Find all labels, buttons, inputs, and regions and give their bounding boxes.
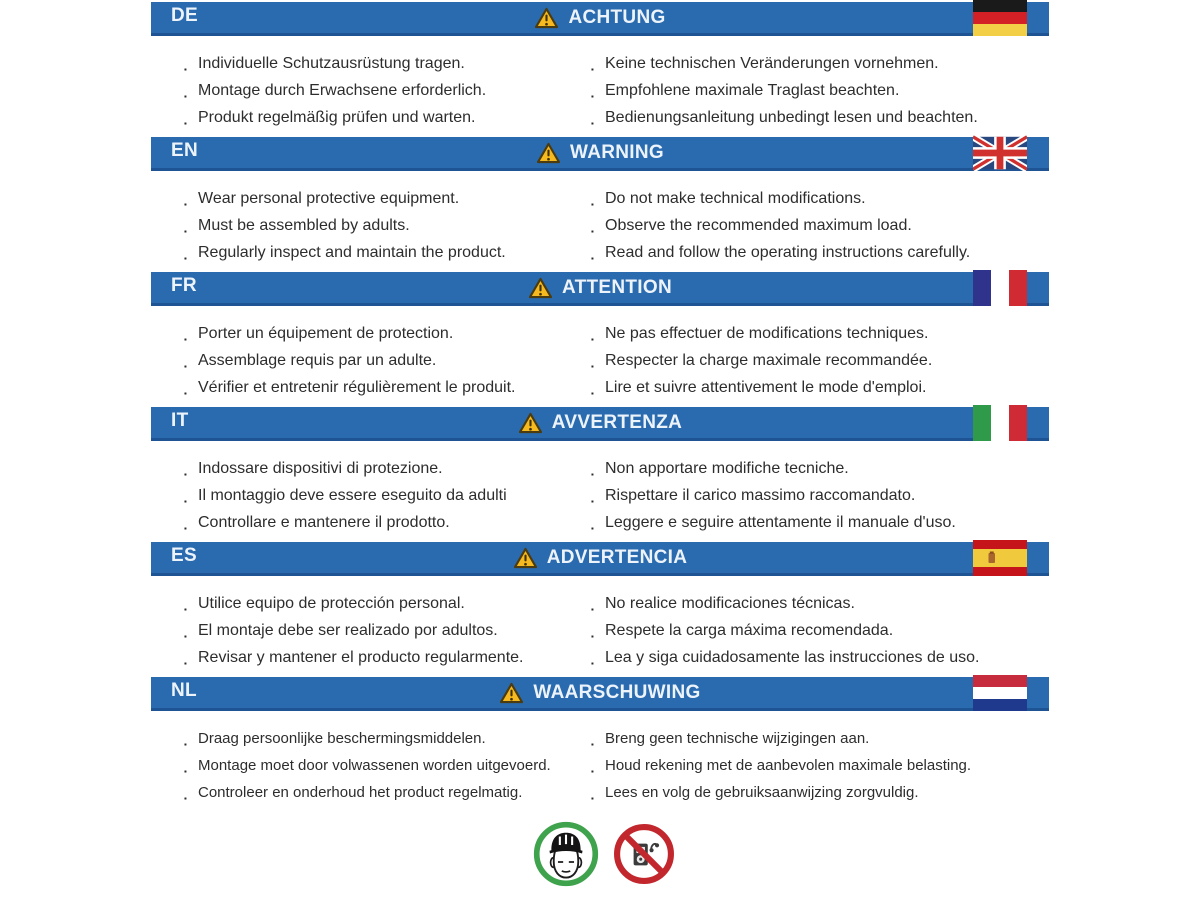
language-code: FR [171, 275, 197, 296]
germany-flag-icon [973, 0, 1027, 36]
safety-pictograms [151, 820, 1049, 888]
bullet-item: ▪ Regularly inspect and maintain the product. [184, 242, 591, 269]
section-bullets [151, 306, 1049, 404]
france-flag-icon [973, 269, 1027, 306]
section-header-bar [151, 137, 1049, 171]
language-code: ES [171, 545, 197, 566]
section-bullets [151, 576, 1049, 674]
language-code: IT [171, 410, 189, 431]
section-header-bar [151, 407, 1049, 441]
united-kingdom-flag-icon [973, 134, 1027, 171]
bullet-item: ▪ Revisar y mantener el producto regularmente. [184, 647, 591, 674]
section-bullets [151, 441, 1049, 539]
bullet-column-left [184, 323, 591, 404]
language-code: DE [171, 5, 198, 26]
bullet-item: ▪ Lees en volg de gebruiksaanwijzing zorgvuldig. [591, 782, 1039, 809]
section-header-bar [151, 542, 1049, 576]
spain-flag-icon [973, 539, 1027, 576]
section-title-group [534, 7, 665, 29]
bullet-column-left [184, 188, 591, 269]
section-header-bar [151, 2, 1049, 36]
bullet-item: ▪ El montaje debe ser realizado por adultos. [184, 620, 591, 647]
bullet-item: ▪ Houd rekening met de aanbevolen maximale belasting. [591, 755, 1039, 782]
bullet-item: ▪ Must be assembled by adults. [184, 215, 591, 242]
section-title-group [518, 412, 682, 434]
warning-section-it [151, 407, 1049, 542]
warning-section-en [151, 137, 1049, 272]
bullet-item: ▪ Rispettare il carico massimo raccomandato. [591, 485, 1039, 512]
bullet-item: ▪ Bedienungsanleitung unbedingt lesen und beachten. [591, 107, 1039, 134]
bullet-item: ▪ Lea y siga cuidadosamente las instrucciones de uso. [591, 647, 1039, 674]
bullet-item: ▪ Montage moet door volwassenen worden uitgevoerd. [184, 755, 591, 782]
section-title-group [536, 142, 664, 164]
section-title: ADVERTENCIA [546, 546, 688, 568]
bullet-column-right [591, 323, 1039, 404]
warning-triangle-icon [518, 412, 543, 434]
italy-flag-icon [973, 404, 1027, 441]
bullet-item: ▪ Utilice equipo de protección personal. [184, 593, 591, 620]
bullet-item: ▪ Do not make technical modifications. [591, 188, 1039, 215]
bullet-item: ▪ Wear personal protective equipment. [184, 188, 591, 215]
warning-section-de [151, 2, 1049, 137]
netherlands-flag-icon [973, 674, 1027, 711]
bullet-item: ▪ Ne pas effectuer de modifications techniques. [591, 323, 1039, 350]
section-title-group [513, 547, 688, 569]
warning-triangle-icon [534, 7, 559, 29]
section-bullets [151, 171, 1049, 269]
section-title-group [499, 682, 700, 704]
warning-triangle-icon [499, 682, 524, 704]
section-header-bar [151, 677, 1049, 711]
bullet-column-left [184, 458, 591, 539]
bullet-item: ▪ Keine technischen Veränderungen vornehmen. [591, 53, 1039, 80]
language-code: NL [171, 680, 197, 701]
bullet-item: ▪ Individuelle Schutzausrüstung tragen. [184, 53, 591, 80]
bullet-item: ▪ Controleer en onderhoud het product regelmatig. [184, 782, 591, 809]
bullet-column-right [591, 188, 1039, 269]
bullet-item: ▪ Vérifier et entretenir régulièrement le produit. [184, 377, 591, 404]
section-bullets [151, 36, 1049, 134]
language-code: EN [171, 140, 198, 161]
section-title: ACHTUNG [568, 6, 666, 28]
bullet-item: ▪ Indossare dispositivi di protezione. [184, 458, 591, 485]
warning-triangle-icon [536, 142, 561, 164]
section-bullets [151, 711, 1049, 809]
section-title: ATTENTION [561, 276, 672, 298]
bullet-column-right [591, 593, 1039, 674]
section-title: AVVERTENZA [551, 411, 683, 433]
bullet-item: ▪ Read and follow the operating instructions carefully. [591, 242, 1039, 269]
bullet-item: ▪ Lire et suivre attentivement le mode d'emploi. [591, 377, 1039, 404]
bullet-item: ▪ Il montaggio deve essere eseguito da adulti [184, 485, 591, 512]
no-portable-audio-prohibited-icon [610, 820, 678, 888]
section-title-group [528, 277, 672, 299]
bullet-column-left [184, 593, 591, 674]
section-header-bar [151, 272, 1049, 306]
bullet-item: ▪ Assemblage requis par un adulte. [184, 350, 591, 377]
warning-section-nl [151, 677, 1049, 812]
bullet-item: ▪ Empfohlene maximale Traglast beachten. [591, 80, 1039, 107]
bullet-item: ▪ Leggere e seguire attentamente il manuale d'uso. [591, 512, 1039, 539]
bullet-item: ▪ Draag persoonlijke beschermingsmiddelen. [184, 728, 591, 755]
bullet-item: ▪ Controllare e mantenere il prodotto. [184, 512, 591, 539]
warning-triangle-icon [528, 277, 553, 299]
warning-triangle-icon [513, 547, 538, 569]
warning-section-es [151, 542, 1049, 677]
bullet-item: ▪ Observe the recommended maximum load. [591, 215, 1039, 242]
section-title: WARNING [570, 141, 664, 163]
bullet-column-right [591, 458, 1039, 539]
bullet-item: ▪ Respecter la charge maximale recommandée. [591, 350, 1039, 377]
bullet-item: ▪ Porter un équipement de protection. [184, 323, 591, 350]
section-title: WAARSCHUWING [533, 681, 701, 703]
safety-instructions-document [151, 0, 1049, 888]
bullet-column-left [184, 53, 591, 134]
bullet-column-right [591, 728, 1039, 809]
bullet-item: ▪ Montage durch Erwachsene erforderlich. [184, 80, 591, 107]
bullet-item: ▪ No realice modificaciones técnicas. [591, 593, 1039, 620]
bullet-item: ▪ Non apportare modifiche tecniche. [591, 458, 1039, 485]
wear-helmet-mandatory-icon [532, 820, 600, 888]
bullet-item: ▪ Produkt regelmäßig prüfen und warten. [184, 107, 591, 134]
bullet-item: ▪ Breng geen technische wijzigingen aan. [591, 728, 1039, 755]
bullet-item: ▪ Respete la carga máxima recomendada. [591, 620, 1039, 647]
bullet-column-right [591, 53, 1039, 134]
warning-section-fr [151, 272, 1049, 407]
bullet-column-left [184, 728, 591, 809]
